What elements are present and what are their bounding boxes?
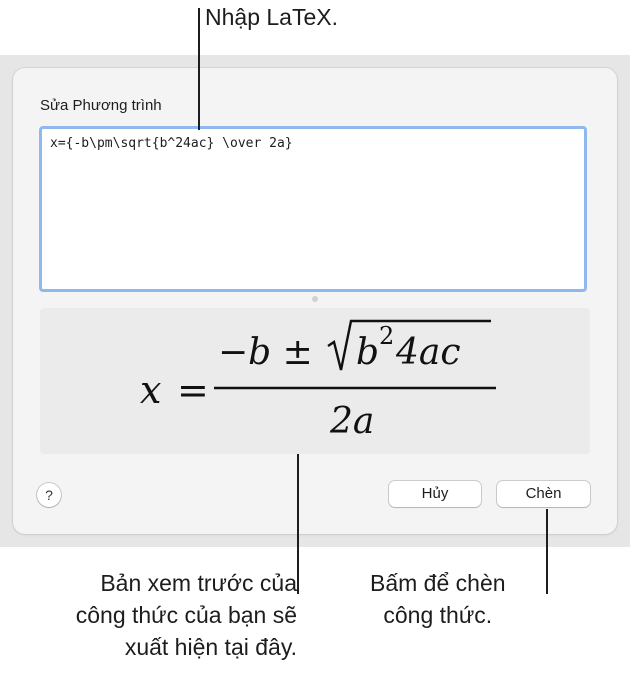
formula-radicand-rest: 4ac [396, 332, 461, 373]
dialog-title: Sửa Phương trình [40, 97, 162, 114]
formula-render [40, 308, 590, 454]
formula-lhs: x [140, 368, 162, 412]
callout-line-latex [198, 8, 200, 130]
formula-numerator-prefix: −b ± [218, 332, 313, 373]
cancel-button[interactable]: Hủy [389, 481, 481, 507]
callout-latex-input: Nhập LaTeX. [205, 4, 338, 30]
edit-equation-dialog [13, 68, 617, 534]
callout-preview-note [76, 567, 297, 663]
callout-preview-line-2: công thức của bạn sẽ [75, 602, 297, 628]
callout-line-insert [546, 509, 548, 594]
formula-radicand-base: b [356, 332, 380, 373]
formula-radicand-exponent: 2 [379, 322, 395, 350]
callout-preview-line-3: xuất hiện tại đây. [124, 634, 297, 660]
callout-line-preview [297, 454, 299, 594]
resize-handle[interactable] [312, 296, 318, 302]
help-button[interactable]: ? [37, 483, 61, 507]
insert-button[interactable]: Chèn [497, 481, 590, 507]
formula-denominator: 2a [330, 401, 375, 442]
formula-equals: = [177, 368, 209, 412]
latex-input-field[interactable]: x={-b\pm\sqrt{b^24ac} \over 2a} [39, 126, 587, 292]
callout-insert-line-1: Bấm để chèn [370, 570, 506, 596]
equation-preview [40, 308, 590, 454]
callout-preview-line-1: Bản xem trước của [100, 570, 297, 596]
callout-insert-note [370, 567, 506, 631]
callout-insert-line-2: công thức. [383, 602, 493, 628]
